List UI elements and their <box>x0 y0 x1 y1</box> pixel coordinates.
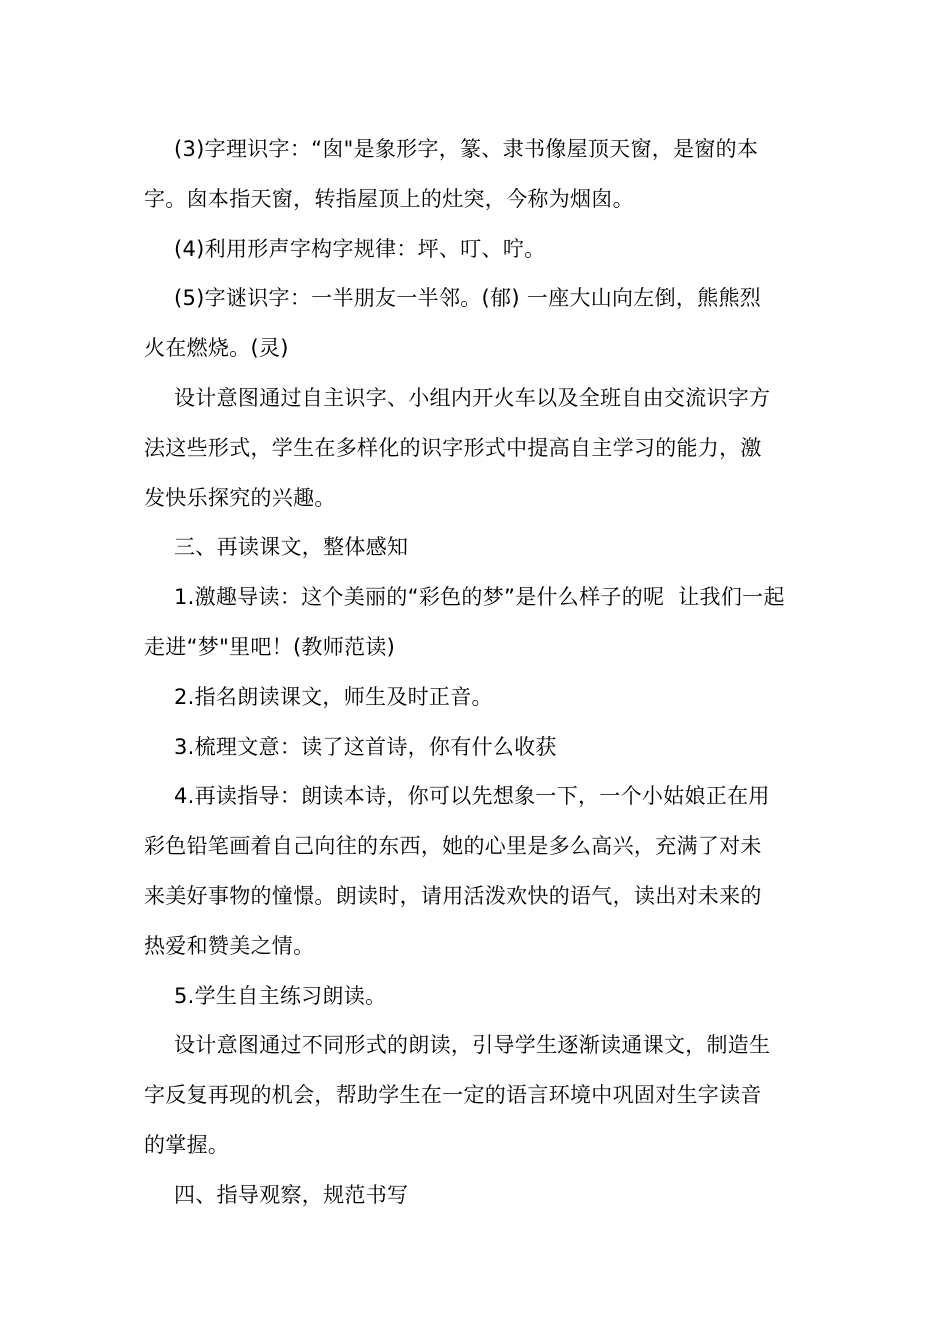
paragraph <box>144 523 814 573</box>
text-line: 字反复再现的机会，帮助学生在一定的语言环境中巩固对生字读音 <box>144 1083 762 1108</box>
paragraph <box>144 125 814 225</box>
text-line: 设计意图通过不同形式的朗读，引导学生逐渐读通课文，制造生 <box>174 1033 771 1058</box>
text-line: 走进“梦"里吧！(教师范读) <box>144 634 396 659</box>
paragraph <box>144 274 814 374</box>
text-line: 热爱和赞美之情。 <box>144 933 315 958</box>
text-line: 5.学生自主练习朗读。 <box>174 983 387 1008</box>
text-line: 火在燃烧。(灵) <box>144 336 289 361</box>
paragraph <box>144 723 814 773</box>
document-body <box>144 125 814 1221</box>
text-line: (4)利用形声字构字规律：坪、叮、咛。 <box>174 236 546 261</box>
text-line: 三、再读课文，整体感知 <box>174 535 409 560</box>
text-line: 2.指名朗读课文，师生及时正音。 <box>174 684 493 709</box>
text-line: 发快乐探究的兴趣。 <box>144 485 336 510</box>
text-line: 字。囱本指天窗，转指屋顶上的灶突，今称为烟囱。 <box>144 186 634 211</box>
text-line: (3)字理识字：“囱"是象形字，篆、隶书像屋顶天窗，是窗的本 <box>174 137 759 161</box>
text-line: 1.激趣导读：这个美丽的“彩色的梦”是什么样子的呢 让我们一起 <box>174 585 785 610</box>
paragraph <box>144 225 814 275</box>
paragraph <box>144 972 814 1022</box>
text-line: (5)字谜识字：一半朋友一半邻。(郁) 一座大山向左倒，熊熊烈 <box>174 286 762 311</box>
paragraph <box>144 673 814 723</box>
paragraph <box>144 1021 814 1170</box>
text-line: 来美好事物的憧憬。朗读时，请用活泼欢快的语气，读出对未来的 <box>144 883 762 908</box>
text-line: 3.梳理文意：读了这首诗，你有什么收获 <box>174 734 557 759</box>
text-line: 设计意图通过自主识字、小组内开火车以及全班自由交流识字方 <box>174 385 771 410</box>
text-line: 四、指导观察，规范书写 <box>174 1182 409 1207</box>
paragraph <box>144 573 814 673</box>
text-line: 的掌握。 <box>144 1132 230 1157</box>
paragraph <box>144 1171 814 1221</box>
paragraph <box>144 374 814 523</box>
text-line: 法这些形式，学生在多样化的识字形式中提高自主学习的能力，激 <box>144 435 762 460</box>
text-line: 彩色铅笔画着自己向往的东西，她的心里是多么高兴，充满了对未 <box>144 834 762 859</box>
paragraph <box>144 772 814 971</box>
text-line: 4.再读指导：朗读本诗，你可以先想象一下，一个小姑娘正在用 <box>174 784 770 809</box>
